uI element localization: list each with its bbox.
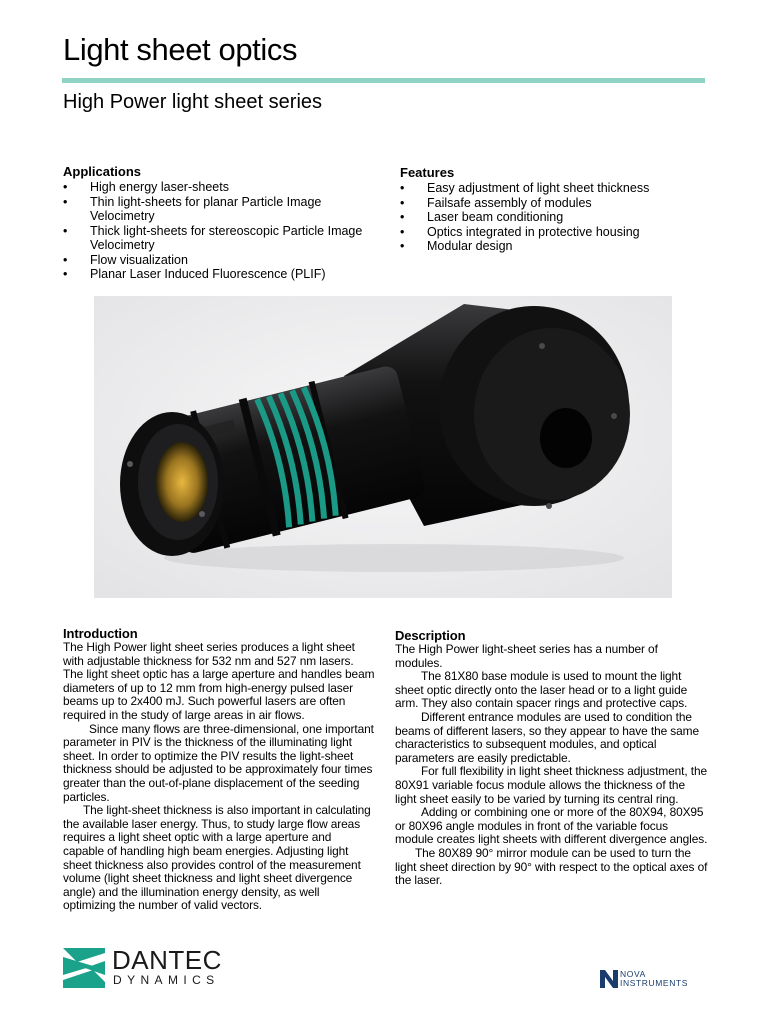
list-item: • Easy adjustment of light sheet thickness	[400, 181, 700, 196]
list-item: • Thick light-sheets for stereoscopic Particle Image Velocimetry	[63, 224, 383, 253]
paragraph: Different entrance modules are used to condition the beams of different lasers, so they appear to have the same characteristics to subsequent modules, and optical parameters are easily predictable.	[395, 709, 699, 765]
paragraph: Adding or combining one or more of the 80X94, 80X95 or 80X96 angle modules in front of the variable focus module creates light sheets with different divergence angles.	[395, 805, 708, 847]
paragraph: For full flexibility in light sheet thickness adjustment, the 80X91 variable focus module allows the thickness of the light sheet easily to be varied by turning its central ring.	[395, 764, 708, 806]
paragraph: The 80X89 90° mirror module can be used to turn the light sheet direction by 90° with respect to the optical axes of the laser.	[395, 845, 708, 888]
nova-logo-mark	[600, 970, 618, 988]
applications-heading: Applications	[63, 164, 142, 179]
paragraph: The light-sheet thickness is also important in calculating the available laser energy. Thus, to study large flow areas requires a light sheet optic with a large aperture and capable of handling high beam energies. Adjusting light sheet thickness also provides control of the measurement volume (light sheet thickness and light sheet divergence angle) and the illumination energy density, as well optimizing the number of valid vectors.	[63, 803, 371, 913]
paragraph: The High Power light sheet series produces a light sheet with adjustable thickness for 532 nm and 527 nm lasers. The light sheet optic has a large aperture and handles beam diameters of up to 12 mm from high-energy pulsed laser beams up to 2x400 mJ. Such powerful lasers are often required in the study of large areas in air flows.	[63, 640, 375, 722]
list-item: • Flow visualization	[63, 253, 383, 268]
light-sheet-optic-illustration	[94, 296, 672, 598]
page-subtitle: High Power light sheet series	[63, 91, 323, 113]
list-item: • Thin light-sheets for planar Particle Image Velocimetry	[63, 195, 383, 224]
title-divider	[62, 78, 705, 83]
description-section	[395, 628, 708, 888]
dantec-logo-icon	[63, 948, 105, 988]
list-item: • Planar Laser Induced Fluorescence (PLIF)	[63, 267, 383, 282]
list-item: • Optics integrated in protective housing	[400, 225, 700, 240]
dantec-logo-name: DANTEC	[112, 945, 222, 975]
list-item: • Laser beam conditioning	[400, 210, 700, 225]
nova-logo-line1: NOVA	[620, 969, 646, 979]
list-item: • Modular design	[400, 239, 700, 254]
paragraph: The High Power light-sheet series has a number of modules.	[395, 642, 658, 670]
dantec-logo-subtitle: DYNAMICS	[113, 973, 220, 987]
paragraph: The 81X80 base module is used to mount the light sheet optic directly onto the laser head or to a light guide arm. They also contain spacer rings and protective caps.	[395, 669, 688, 711]
nova-logo-icon	[600, 970, 618, 988]
product-photo	[94, 296, 672, 598]
list-item: • Failsafe assembly of modules	[400, 196, 700, 211]
paragraph: Since many flows are three-dimensional, one important parameter in PIV is the thickness of the illuminating light sheet. In order to optimize the PIV results the light-sheet thickness should be adjusted to be approximately four times greater than the out-of-plane displacement of the seeding particles.	[63, 721, 374, 804]
features-heading: Features	[400, 165, 455, 180]
introduction-section	[63, 626, 375, 913]
applications-list	[63, 180, 383, 282]
list-item: • High energy laser-sheets	[63, 180, 383, 195]
features-section	[400, 165, 700, 254]
introduction-heading: Introduction	[63, 626, 138, 641]
description-heading: Description	[395, 628, 466, 643]
features-list	[400, 181, 700, 254]
applications-section	[63, 164, 383, 282]
nova-logo-line2: INSTRUMENTS	[620, 978, 688, 988]
dantec-logo-mark	[63, 948, 105, 988]
page-title: Light sheet optics	[63, 32, 298, 67]
